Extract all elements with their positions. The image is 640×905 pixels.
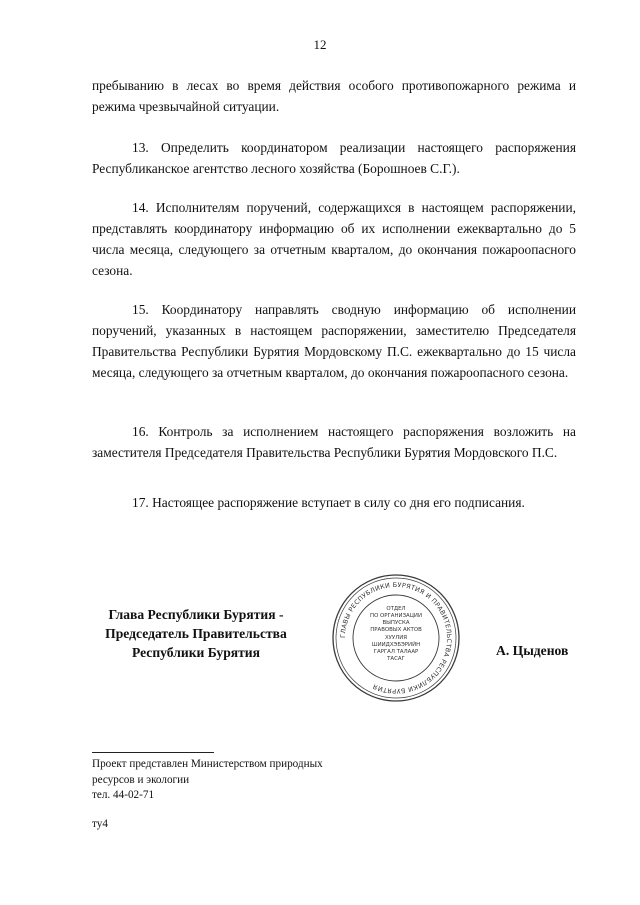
signatory-title-line-2: Председатель Правительства bbox=[105, 626, 287, 641]
footnote-phone: тел. 44-02-71 bbox=[92, 789, 155, 801]
seal-line-4: ПРАВОВЫХ АКТОВ bbox=[370, 627, 422, 633]
seal-line-5: ХУУЛИЯ bbox=[384, 635, 408, 641]
signatory-title-line-1: Глава Республики Бурятия - bbox=[108, 607, 284, 622]
signatory-name: А. Цыденов bbox=[496, 643, 569, 658]
document-code: ту4 bbox=[92, 818, 108, 830]
official-seal bbox=[330, 572, 462, 704]
seal-line-8: ТАСАГ bbox=[387, 656, 405, 662]
paragraph-15: 15. Координатору направлять сводную информацию об исполнении поручений, указанных в настоящем распоряжении, заместителю Председателя Правительства Республики Бурятия Мордовскому П.С. ежеквартально до 15 числа месяца, следующего за отчетным кварталом, до окончания пожароопасного сезона. bbox=[92, 302, 576, 380]
footnote-divider bbox=[92, 752, 214, 753]
signatory-title bbox=[80, 605, 312, 662]
seal-outer-text: ГЛАВЫ РЕСПУБЛИКИ БУРЯТИЯ И ПРАВИТЕЛЬСТВА РЕСПУБЛИКИ БУРЯТИЯ bbox=[338, 580, 454, 696]
paragraph-12-continuation: пребыванию в лесах во время действия особого противопожарного режима и режима чрезвычайной ситуации. bbox=[92, 78, 576, 114]
paragraph-16: 16. Контроль за исполнением настоящего распоряжения возложить на заместителя Председателя Правительства Республики Бурятия Мордовского П.С. bbox=[92, 424, 576, 460]
footnote-line-2: ресурсов и экологии bbox=[92, 773, 190, 786]
seal-line-1: ОТДЕЛ bbox=[386, 606, 406, 612]
page-number: 12 bbox=[313, 37, 327, 52]
footnote bbox=[92, 757, 412, 804]
footnote-line-1: Проект представлен Министерством природных bbox=[92, 758, 323, 770]
seal-line-2: ПО ОРГАНИЗАЦИИ bbox=[370, 613, 422, 619]
signatory-title-line-3: Республики Бурятия bbox=[131, 645, 260, 660]
paragraph-17: 17. Настоящее распоряжение вступает в силу со дня его подписания. bbox=[132, 495, 525, 510]
seal-line-3: ВЫПУСКА bbox=[382, 620, 410, 626]
paragraph-13: 13. Определить координатором реализации настоящего распоряжения Республиканское агентство лесного хозяйства (Борошноев С.Г.). bbox=[92, 140, 576, 176]
seal-line-7: ГАРГАЛ ТАЛААР bbox=[373, 649, 419, 655]
paragraph-14: 14. Исполнителям поручений, содержащихся в настоящем распоряжении, представлять координатору информацию об их исполнении ежеквартально до 5 числа месяца, следующего за отчетным кварталом, до окончания пожароопасного сезона. bbox=[92, 200, 576, 278]
seal-line-6: ШИИДХЭБЭРИЙН bbox=[371, 642, 421, 648]
